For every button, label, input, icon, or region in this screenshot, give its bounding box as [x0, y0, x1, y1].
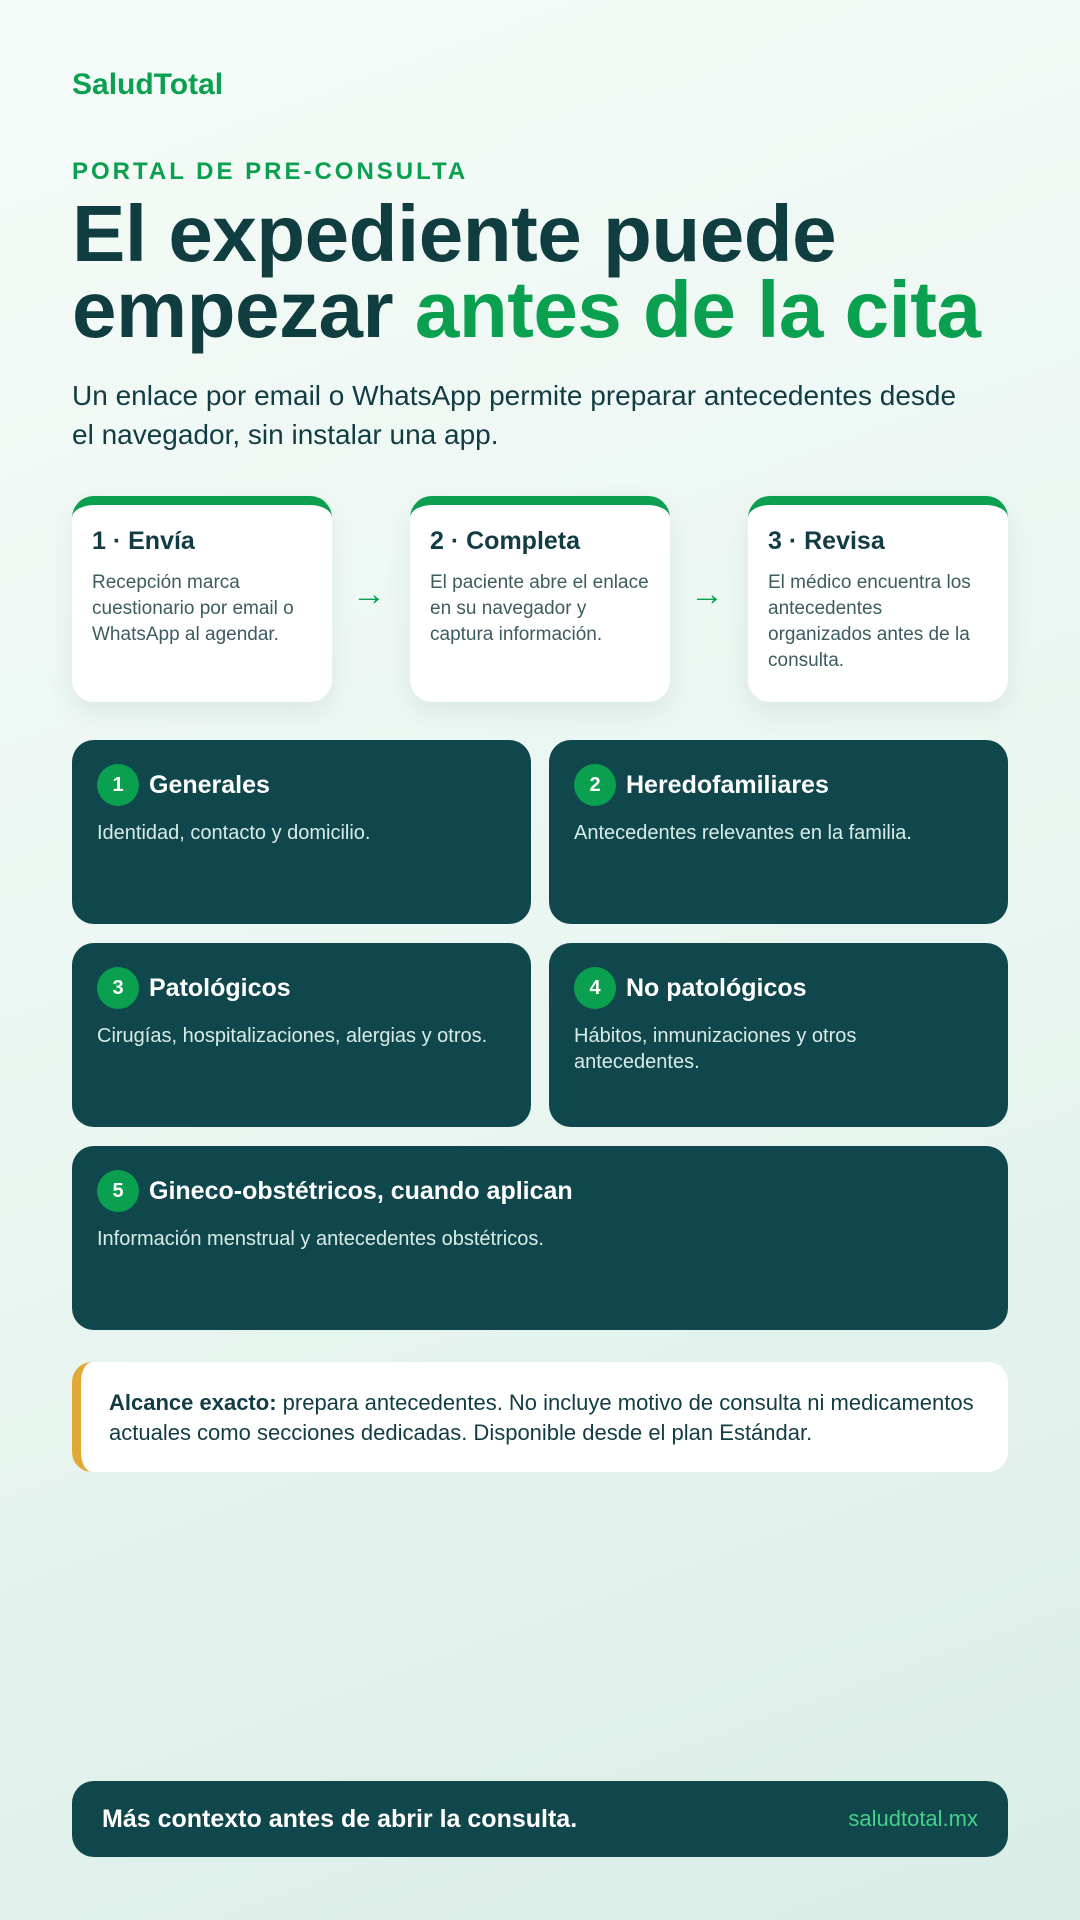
scope-note: [72, 1362, 1008, 1472]
section-number-badge: 5: [97, 1170, 139, 1212]
section-number-badge: 1: [97, 764, 139, 806]
section-number-badge: 3: [97, 967, 139, 1009]
scope-note-text: prepara antecedentes. No incluye motivo de consulta ni medicamentos actuales como secciones dedicadas. Disponible desde el plan Estándar.: [109, 1390, 974, 1445]
section-card-heredofamiliares: [549, 740, 1008, 924]
step-card-complete: [410, 496, 670, 702]
arrow-right-icon: →: [352, 575, 386, 613]
footer-website-link[interactable]: saludtotal.mx: [848, 1806, 978, 1831]
page-headline: [72, 189, 1032, 354]
section-number-badge: 2: [574, 764, 616, 806]
footer-tagline: Más contexto antes de abrir la consulta.: [102, 1804, 578, 1833]
section-card-gineco-obstetricos: [72, 1146, 1008, 1330]
step-card-send: [72, 496, 332, 702]
section-desc: Antecedentes relevantes en la familia.: [574, 822, 912, 844]
lead-paragraph: Un enlace por email o WhatsApp permite preparar antecedentes desde el navegador, sin instalar una app.: [72, 380, 957, 450]
headline-accent: antes de la cita: [414, 265, 981, 354]
step-card-review: [748, 496, 1008, 702]
section-desc: Cirugías, hospitalizaciones, alergias y otros.: [97, 1025, 488, 1047]
step-desc: El médico encuentra los antecedentes organizados antes de la consulta.: [768, 572, 971, 671]
section-header: [97, 967, 507, 1009]
section-desc: Información menstrual y antecedentes obstétricos.: [97, 1228, 544, 1250]
eyebrow-label: PORTAL DE PRE-CONSULTA: [72, 158, 469, 185]
section-card-patologicos: [72, 943, 531, 1127]
section-number-badge: 4: [574, 967, 616, 1009]
section-desc: Hábitos, inmunizaciones y otros antecedentes.: [574, 1025, 857, 1073]
section-title: Gineco-obstétricos, cuando aplican: [149, 1176, 573, 1205]
footer-bar: [72, 1781, 1008, 1857]
headline-text: El expediente puede empezar: [72, 189, 837, 354]
section-card-generales: [72, 740, 531, 924]
step-title: 3 · Revisa: [768, 527, 885, 555]
step-title: 2 · Completa: [430, 527, 581, 555]
section-title: Heredofamiliares: [626, 770, 829, 799]
section-header: [574, 967, 984, 1009]
section-header: [574, 764, 984, 806]
scope-note-label: Alcance exacto:: [109, 1390, 277, 1415]
section-title: Generales: [149, 770, 270, 799]
section-desc: Identidad, contacto y domicilio.: [97, 822, 371, 844]
section-title: Patológicos: [149, 973, 291, 1002]
arrow-right-icon: →: [690, 575, 724, 613]
step-desc: El paciente abre el enlace en su navegador y captura información.: [430, 572, 649, 645]
brand-logo[interactable]: SaludTotal: [72, 68, 224, 101]
section-header: [97, 1170, 984, 1212]
section-card-no-patologicos: [549, 943, 1008, 1127]
steps-row: [72, 496, 1008, 702]
section-title: No patológicos: [626, 973, 807, 1002]
step-title: 1 · Envía: [92, 527, 195, 555]
step-desc: Recepción marca cuestionario por email o WhatsApp al agendar.: [92, 572, 294, 645]
section-header: [97, 764, 507, 806]
